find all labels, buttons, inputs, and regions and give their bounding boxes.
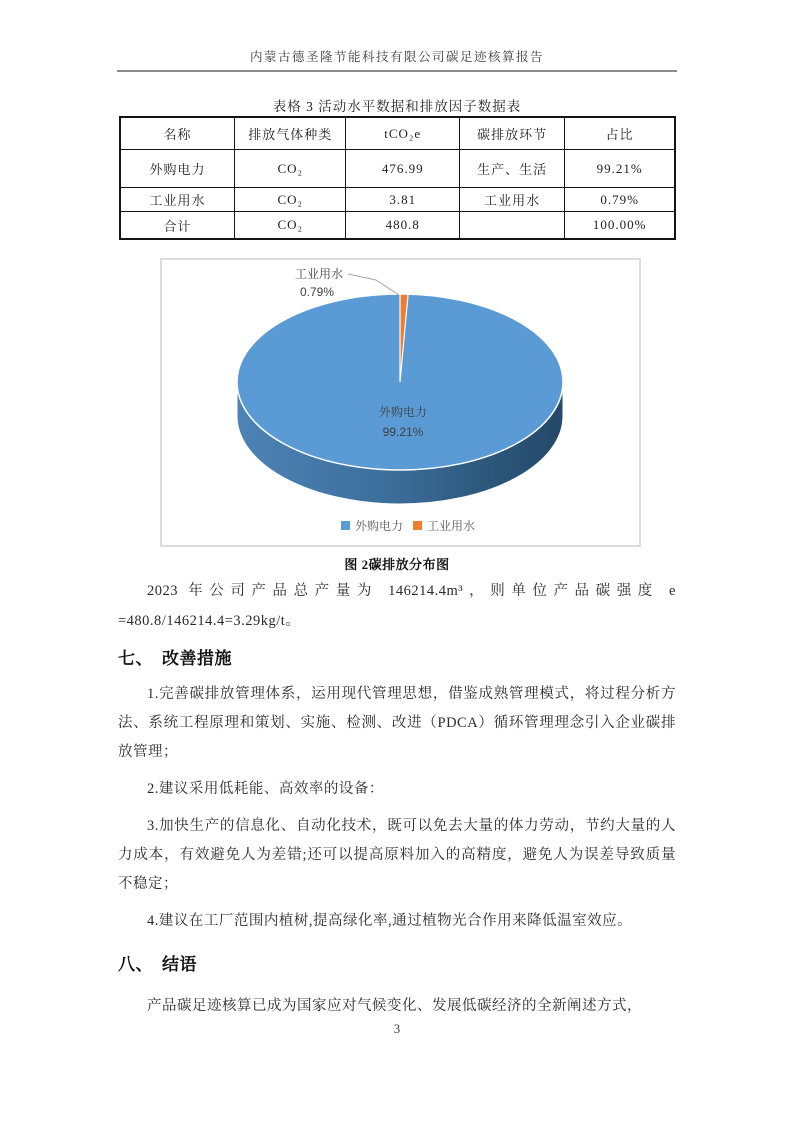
intro-paragraph-line1: 2023 年公司产品总产量为 146214.4m³，则单位产品碳强度 e	[147, 583, 676, 599]
pie-chart-svg	[162, 260, 639, 545]
improvement-item-3: 3.加快生产的信息化、自动化技术，既可以免去大量的体力劳动，节约大量的人力成本，有效避免人为差错;还可以提高原料加入的高精度，避免人为误差导致质量不稳定；	[118, 818, 676, 892]
table-cell: CO₂	[235, 188, 346, 212]
table-cell: CO₂	[235, 150, 346, 188]
table-cell: CO₂	[235, 212, 346, 240]
legend-swatch-industrial-water	[413, 521, 422, 530]
table-cell: 99.21%	[565, 150, 675, 188]
callout-percent: 0.79%	[299, 285, 335, 299]
pie-chart-frame	[160, 258, 641, 547]
table-row	[120, 188, 675, 212]
table-cell: 476.99	[346, 150, 460, 188]
table-cell: 生产、生活	[459, 150, 564, 188]
table-cell: 合计	[120, 212, 235, 240]
legend-swatch-purchased-electricity	[341, 521, 350, 530]
callout-label: 工业用水	[294, 267, 344, 281]
table-cell: 480.8	[346, 212, 460, 240]
header-cell-stage: 碳排放环节	[459, 117, 564, 150]
table-cell: 工业用水	[120, 188, 235, 212]
table-row	[120, 212, 675, 240]
header-cell-name: 名称	[120, 117, 235, 150]
improvement-item-2: 2.建议采用低耗能、高效率的设备：	[147, 781, 384, 797]
emission-data-table	[119, 116, 676, 240]
section-heading-improvement: 七、 改善措施	[118, 649, 232, 668]
figure-caption: 图 2碳排放分布图	[344, 557, 450, 572]
header-cell-share: 占比	[565, 117, 675, 150]
improvement-item-4: 4.建议在工厂范围内植树,提高绿化率,通过植物光合作用来降低温室效应。	[147, 913, 633, 929]
chart-legend	[341, 518, 475, 533]
table-cell: 0.79%	[565, 188, 675, 212]
table-header-row	[120, 117, 675, 150]
page-number: 3	[393, 1022, 401, 1036]
header-cell-tco2e: tCO₂e	[346, 117, 460, 150]
header-rule	[117, 70, 677, 72]
table-caption: 表格 3 活动水平数据和排放因子数据表	[272, 99, 522, 114]
header-cell-gas-type: 排放气体种类	[235, 117, 346, 150]
callout-leader-line	[348, 274, 399, 295]
table-cell: 工业用水	[459, 188, 564, 212]
page-header-title: 内蒙古德圣隆节能科技有限公司碳足迹核算报告	[249, 50, 544, 64]
inside-label: 外购电力	[378, 405, 428, 419]
table-row	[120, 150, 675, 188]
conclusion-paragraph: 产品碳足迹核算已成为国家应对气候变化、发展低碳经济的全新阐述方式，	[147, 998, 642, 1014]
improvement-item-1: 1.完善碳排放管理体系，运用现代管理思想，借鉴成熟管理模式，将过程分析方法、系统工程原理和策划、实施、检测、改进（PDCA）循环管理理念引入企业碳排放管理；	[118, 686, 676, 760]
inside-percent: 99.21%	[382, 425, 424, 439]
legend-label-purchased-electricity: 外购电力	[355, 519, 404, 533]
table-cell: 外购电力	[120, 150, 235, 188]
body-text	[118, 576, 676, 1021]
table-cell: 3.81	[346, 188, 460, 212]
section-heading-conclusion: 八、 结语	[118, 955, 197, 974]
legend-label-industrial-water: 工业用水	[427, 519, 476, 533]
table-cell: 100.00%	[565, 212, 675, 240]
table-cell	[459, 212, 564, 240]
intro-paragraph-line2: =480.8/146214.4=3.29kg/t。	[118, 613, 301, 629]
